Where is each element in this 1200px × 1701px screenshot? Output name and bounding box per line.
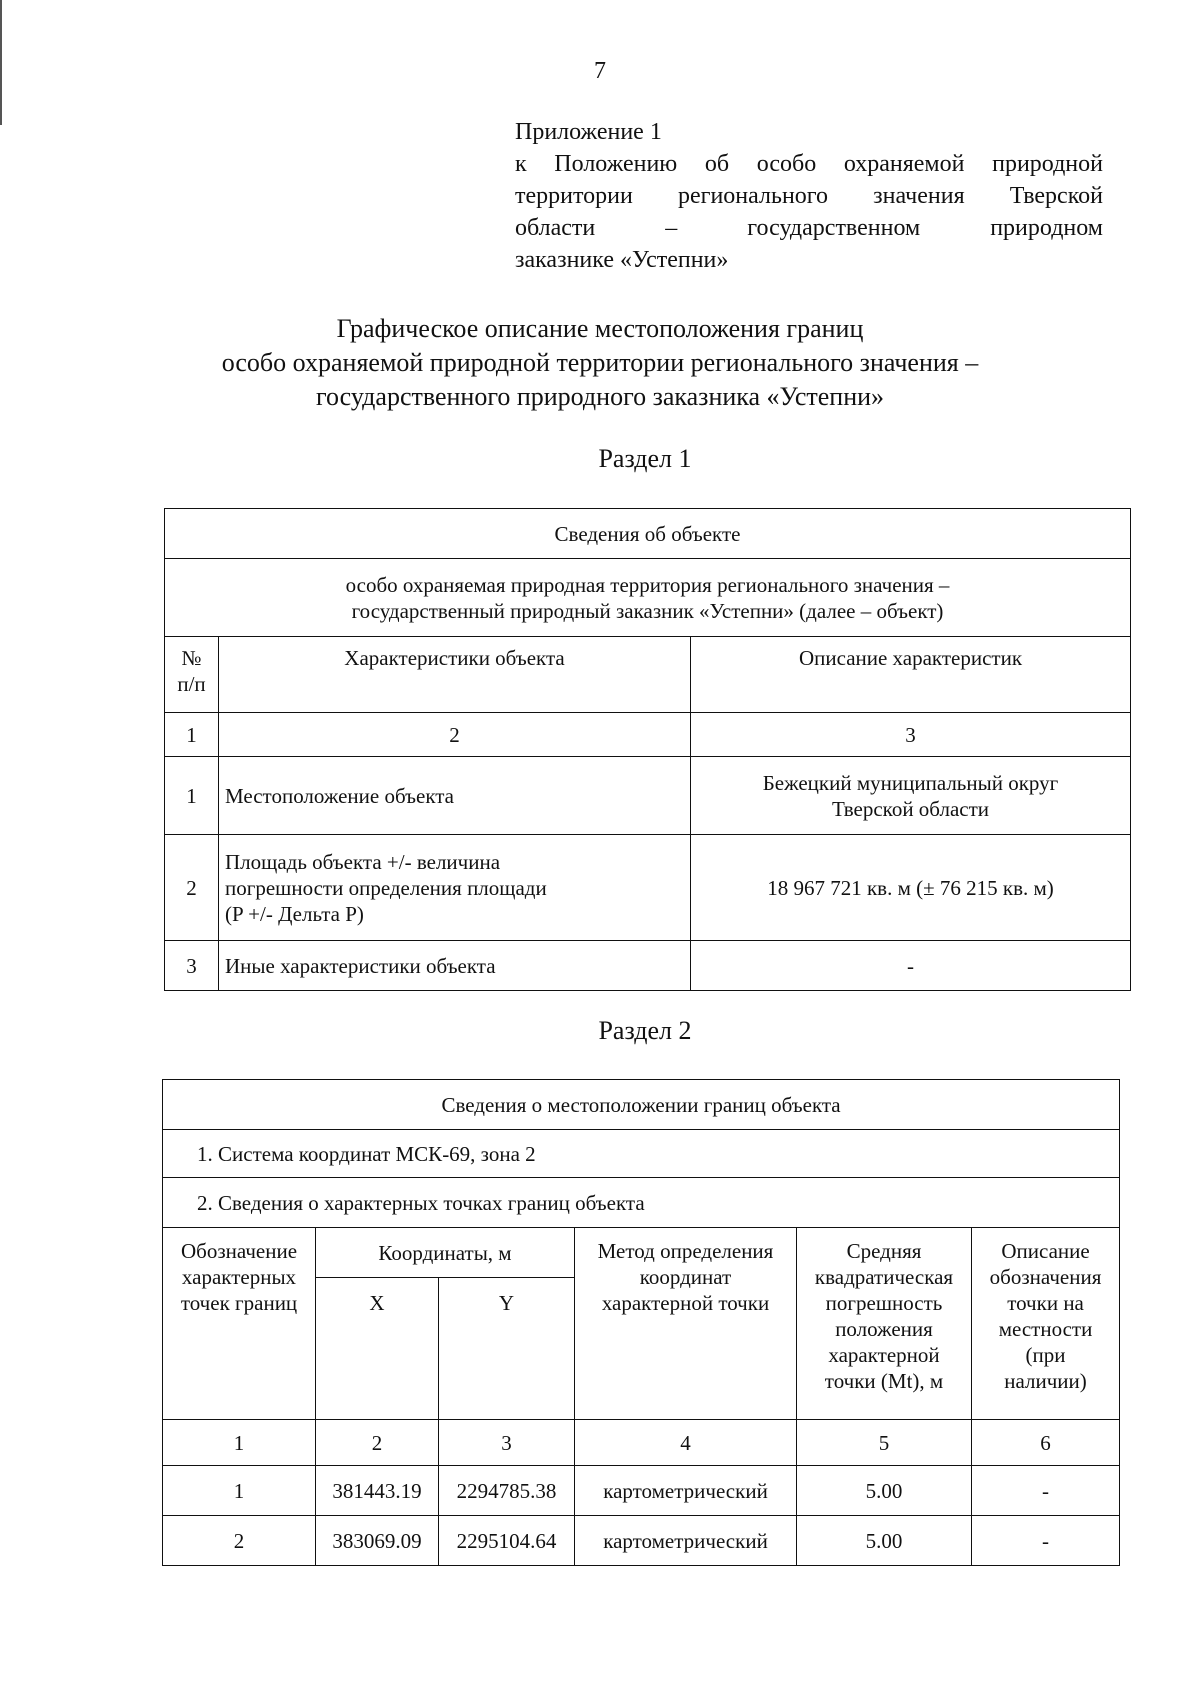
- row-characteristic: [219, 941, 691, 991]
- header-number-line: №: [181, 646, 202, 670]
- header-line: местности: [998, 1317, 1093, 1341]
- header-x: X: [316, 1278, 439, 1420]
- column-number: 2: [219, 713, 691, 757]
- section2-table-title: Сведения о местоположении границ объекта: [163, 1080, 1120, 1130]
- row-characteristic: [219, 757, 691, 835]
- header-line: положения: [835, 1317, 933, 1341]
- header-line: погрешность: [825, 1291, 943, 1315]
- description-line: -: [907, 953, 914, 978]
- object-line: государственный природный заказник «Устепни» (далее – объект): [351, 598, 944, 623]
- section1-table-title: Сведения об объекте: [165, 509, 1131, 559]
- header-line: Метод определения: [597, 1239, 774, 1263]
- header-line: характерных: [181, 1265, 297, 1289]
- header-line: Средняя: [846, 1239, 922, 1263]
- description-line: Тверской области: [831, 796, 990, 821]
- point-description: -: [972, 1516, 1120, 1566]
- section1-table: [164, 508, 1131, 991]
- table-row: [165, 941, 1131, 991]
- point-x: 383069.09: [316, 1516, 439, 1566]
- header-line: точек границ: [180, 1291, 298, 1315]
- section1-heading: Раздел 1: [598, 444, 692, 473]
- column-number: 6: [972, 1420, 1120, 1466]
- point-y: 2294785.38: [439, 1466, 575, 1516]
- header-line: Обозначение: [180, 1239, 298, 1263]
- header-designation: [163, 1228, 316, 1420]
- characteristic-line: погрешности определения площади: [225, 875, 547, 900]
- header-number-line: п/п: [177, 672, 206, 696]
- row-number: 1: [165, 757, 219, 835]
- appendix-line: заказнике «Устепни»: [515, 247, 729, 273]
- document-title: [150, 312, 1050, 414]
- header-line: квадратическая: [814, 1265, 954, 1289]
- header-line: характерной точки: [601, 1291, 770, 1315]
- title-line: государственного природного заказника «Устепни»: [315, 382, 885, 411]
- row-description: [691, 757, 1131, 835]
- page-number: 7: [594, 58, 606, 84]
- object-line: особо охраняемая природная территория регионального значения –: [345, 572, 950, 597]
- header-characteristics: Характеристики объекта: [219, 637, 691, 713]
- header-description: Описание характеристик: [691, 637, 1131, 713]
- column-number: 3: [439, 1420, 575, 1466]
- description-line: Бежецкий муниципальный округ: [762, 770, 1059, 795]
- point-method: картометрический: [575, 1516, 797, 1566]
- description-line: 18 967 721 кв. м (± 76 215 кв. м): [767, 875, 1054, 900]
- header-line: обозначения: [989, 1265, 1102, 1289]
- column-number: 1: [163, 1420, 316, 1466]
- characteristic-line: (P +/- Дельта P): [225, 901, 364, 926]
- title-line: особо охраняемой природной территории регионального значения –: [221, 348, 979, 377]
- column-number: 5: [797, 1420, 972, 1466]
- header-line: координат: [639, 1265, 732, 1289]
- header-number: [165, 637, 219, 713]
- point-description: -: [972, 1466, 1120, 1516]
- point-error: 5.00: [797, 1516, 972, 1566]
- table-row: [165, 835, 1131, 941]
- characteristic-line: Местоположение объекта: [225, 783, 455, 808]
- column-number: 3: [691, 713, 1131, 757]
- point-method: картометрический: [575, 1466, 797, 1516]
- header-line: (при: [1025, 1343, 1066, 1367]
- header-line: Описание: [1001, 1239, 1090, 1263]
- header-line: точки (Mt), м: [824, 1369, 944, 1393]
- row-number: 3: [165, 941, 219, 991]
- table-row: [165, 757, 1131, 835]
- appendix-note: [515, 116, 1103, 276]
- header-error: [797, 1228, 972, 1420]
- row-number: 2: [165, 835, 219, 941]
- section2-heading: Раздел 2: [598, 1016, 692, 1045]
- point-designation: 1: [163, 1466, 316, 1516]
- appendix-line: Приложение 1: [515, 119, 662, 145]
- appendix-line: территории регионального значения Тверской: [515, 183, 1103, 209]
- appendix-line: к Положению об особо охраняемой природной: [515, 151, 1103, 177]
- header-method: [575, 1228, 797, 1420]
- title-line: Графическое описание местоположения границ: [336, 314, 864, 343]
- header-line: точки на: [1007, 1291, 1084, 1315]
- table-row: [163, 1466, 1120, 1516]
- header-y: Y: [439, 1278, 575, 1420]
- point-y: 2295104.64: [439, 1516, 575, 1566]
- appendix-line: области – государственном природном: [515, 215, 1103, 241]
- points-info: 2. Сведения о характерных точках границ объекта: [163, 1178, 1120, 1228]
- row-characteristic: [219, 835, 691, 941]
- header-line: характерной: [828, 1343, 940, 1367]
- column-number: 2: [316, 1420, 439, 1466]
- object-description: [165, 559, 1131, 637]
- header-point-description: [972, 1228, 1120, 1420]
- header-line: наличии): [1004, 1369, 1087, 1393]
- row-description: [691, 941, 1131, 991]
- column-number: 4: [575, 1420, 797, 1466]
- table-row: [163, 1516, 1120, 1566]
- section2-table: [162, 1079, 1120, 1566]
- point-designation: 2: [163, 1516, 316, 1566]
- coordinate-system: 1. Система координат МСК-69, зона 2: [163, 1130, 1120, 1178]
- point-x: 381443.19: [316, 1466, 439, 1516]
- point-error: 5.00: [797, 1466, 972, 1516]
- header-coordinates: Координаты, м: [316, 1228, 575, 1278]
- characteristic-line: Площадь объекта +/- величина: [225, 849, 501, 874]
- characteristic-line: Иные характеристики объекта: [225, 953, 496, 978]
- row-description: [691, 835, 1131, 941]
- column-number: 1: [165, 713, 219, 757]
